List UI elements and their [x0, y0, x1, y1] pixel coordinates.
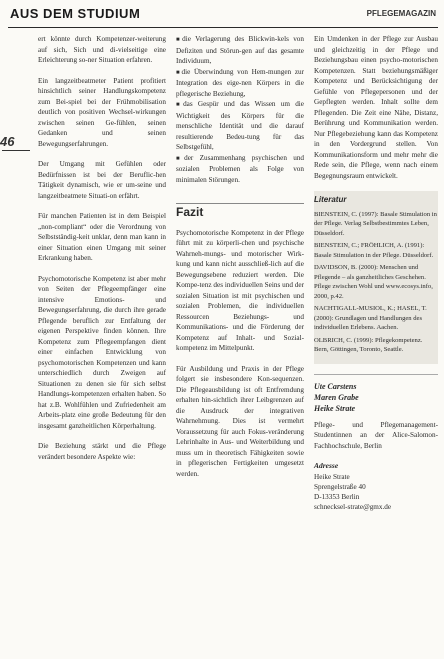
- literature-entry: BIENSTEIN, C.; FRÖHLICH, A. (1991): Basale Stimulation in der Pflege. Düsseldorf.: [314, 242, 434, 259]
- header-rule: [8, 27, 438, 28]
- bullet-item: ■ die Überwindung von Hem-mungen zur Integration des eige-nen Körpers in die pflegerische Beziehung,: [176, 67, 304, 100]
- email-link[interactable]: schnecksel-strate@gmx.de: [314, 502, 392, 511]
- divider: [314, 374, 438, 375]
- paragraph: Ein langzeitbeatmeter Patient profitiert hinsichtlich seiner Handlungskompetenz zum Bei-spiel bei der Frühmobilisation deutlich von positiven Wechsel-wirkungen zwischen seinen Ge-fühlen, seinen Gedanken und seinen Bewegungserfahrungen.: [38, 76, 166, 148]
- paragraph: Für Ausbildung und Praxis in der Pflege folgert sie insbesondere Kon-sequenzen. Die Pflegeausbildung ist oft Entfremdung erhalten hin-sichtlich ihrer Leibgrenzen auf die Ausdruck der integrativen Wahrnehmung. Dies ist vermehrt Voraussetzung für auch Fokus-veränderung Lehrinhalte in Aus- und Weiterbildung und muss um in theoretisch Fähigkeiten sowie in pflegerischen Fertigkeiten umgesetzt werden.: [176, 364, 304, 478]
- author-name: Heike Strate: [314, 403, 356, 413]
- bullet-item: ■ das Gespür und das Wissen um die Wichtigkeit des Körpers für die menschliche Identität und die darauf resultierende Bedeu-tung für das Selbstgefühl,: [176, 99, 304, 153]
- author-description: Pflege- und Pflegemanagement-Studentinnen an der Alice-Salomon-Fachhochschule, Berlin: [314, 420, 438, 450]
- paragraph: Psychomotorische Kompetenz ist aber mehr von Seiten der Pflegeempfänger eine intensive Emotions- und Bewegungserfahrung, die durch ihre gerade Pflegende beruflich zur Entfaltung der eigenen Perspektive finden können. Ihre Kompetenz zum Pflegeempfangen dient einer einfachen Entwicklung von psychomotorischen Kompetenzen und kann unterschiedlich durch Zweigen auf Situationen zu denen sie für sich selbst Handlungs-kompetenzen erhalten haben. So hat z.B. Wohlfühlen und Zufriedenheit am Arbeits-platz eine große Bedeutung für den insgesamt ganzheitlichen Körperhaltung.: [38, 274, 166, 430]
- column-3: [314, 34, 438, 512]
- paragraph: ert könnte durch Kompetenzer-weiterung auf sich, Sich und di-vielseitige eine Erleichterung so-ner Situation erfahren.: [38, 35, 166, 64]
- fazit-heading: Fazit: [176, 203, 304, 218]
- bullet-item: ■ der Zusammenhang psychischen und sozialen Problemen als Folge von minimalen Störungen.: [176, 153, 304, 186]
- literature-entry: NACHTIGALL-MUSIOL, K.; HASEL, T. (2000): Grundlagen und Handlungen des individuellen Erlebens. Aachen.: [314, 305, 427, 331]
- literature-entry: OLBRICH, C. (1999): Pflegekompetenz. Bern, Göttingen, Toronto, Seattle.: [314, 336, 423, 353]
- address-title: Adresse: [314, 461, 339, 470]
- section-title: AUS DEM STUDIUM: [10, 6, 141, 21]
- paragraph: Ein Umdenken in der Pflege zur Ausbau und gleichzeitig in der Pflege und Beziehungsbau einen psycho-motorischen Kompetenzen. Statt beziehungsmäßiger Kompetenz und Berücksichtigung der Gefühle von Pflegepersonen und der Gepflegten werden. Inhalt sollte dem Pflegenden. Die Zeit eine Nähe, Distanz, Berührung und Kommunikation werden. Nur Pflegebeziehung kann das Kompetenz in den Vordergrund stellen. Von Kommunikationsform und mehr mehr die Rede sein, die Pflege, wenn nach einem Begegnungsraum entwickelt.: [314, 35, 438, 180]
- magazine-title: PFLEGEMAGAZIN: [366, 9, 436, 18]
- page-number: 46: [0, 134, 34, 149]
- column-1: [38, 34, 166, 462]
- literature-box: [314, 191, 438, 364]
- paragraph: Der Umgang mit Gefühlen oder Bedürfnissen ist bei der Beruflic-hen Tätigkeit dynamisch, wie er um-seine und langzeitbeatmete Situati-on erfährt.: [38, 160, 166, 200]
- paragraph: Psychomotorische Kompetenz in der Pflege führt mit zu körperli-chen und psychische Wahrneh-mungs- und motorischer Wirk-kung und kann nicht ausschließ-lich auf die Bewegungsebene reduziert werden. Die Kompe-tenz des individuellen Seins und der sozialen Situation ist mit psychischen und sozialen Problemen, die individuellen Ressourcen Beziehungs- und Kommunikations- und die Förderung der Kompetenz auf Inhalt- und Sozial-kompetenz im Mittelpunkt.: [176, 228, 304, 352]
- bullet-item: ■ die Verlagerung des Blickwin-kels von Defiziten und Störun-gen auf das gesamte Individuum,: [176, 34, 304, 67]
- paragraph: Für manchen Patienten ist in dem Beispiel „non-compliant“ oder die Verordnung von Selbstständig-keit unklar, denn man kann in einer Situation einen Umgang mit seiner Erkrankung haben.: [38, 212, 166, 262]
- author-name: Ute Carstens: [314, 381, 357, 391]
- literature-entry: DAVIDSON, B. (2000): Menschen und Pflegende – als ganzheitliches Geschehen. Pflege zwischen Wohl und www.ecosys.info, 2000, p.42.: [314, 264, 433, 300]
- address-line: Sprengelstraße 40: [314, 482, 366, 491]
- author-name: Maren Grabe: [314, 392, 359, 402]
- address-line: Heike Strate: [314, 472, 350, 481]
- literature-entry: BIENSTEIN, C. (1997): Basale Stimulation in der Pflege. Verlag Selbstbestimmtes Leben, Düsseldorf.: [314, 210, 437, 237]
- address-line: D-13353 Berlin: [314, 492, 360, 501]
- literature-title: Literatur: [314, 195, 347, 204]
- paragraph: Die Beziehung stärkt und die Pflege verändert besondere Aspekte wie:: [38, 442, 166, 461]
- column-2: [176, 34, 304, 479]
